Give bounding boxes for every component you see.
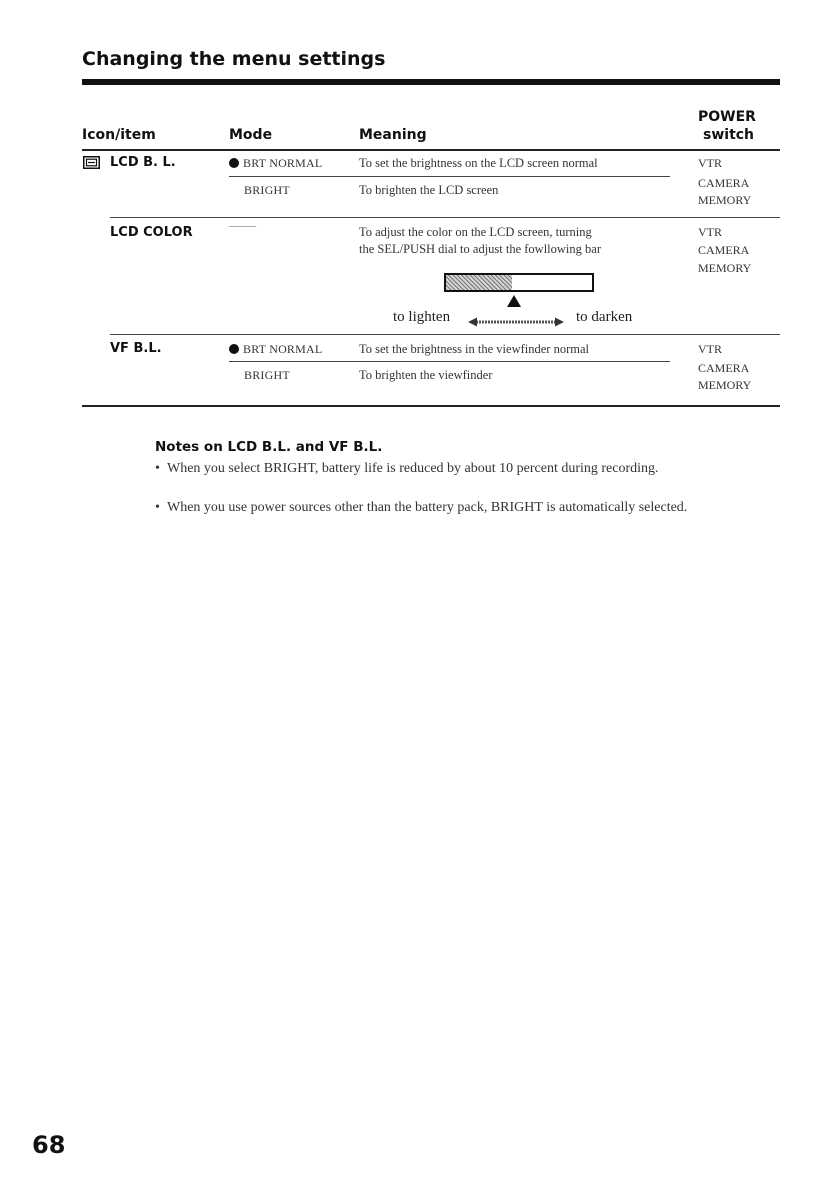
power-vtr: VTR [698, 342, 722, 356]
item-lcd-color: LCD COLOR [110, 225, 193, 240]
meaning-line2: the SEL/PUSH dial to adjust the fowllowing bar [359, 242, 601, 256]
header-switch: switch [703, 127, 755, 143]
bar-pointer-icon [507, 294, 521, 312]
row-inner-rule [229, 176, 670, 177]
lcd-backlight-icon [83, 156, 100, 174]
page-title: Changing the menu settings [82, 48, 386, 70]
note-text: When you select BRIGHT, battery life is reduced by about 10 percent during recording. [167, 461, 659, 476]
power-memory: MEMORY [698, 378, 752, 392]
meaning-alt: To brighten the LCD screen [359, 183, 499, 197]
mode-default-label: BRT NORMAL [243, 156, 323, 170]
note-bullet: • [155, 500, 160, 515]
page-number: 68 [32, 1131, 66, 1159]
row-separator [110, 334, 780, 335]
header-power: POWER [698, 109, 756, 125]
notes-heading: Notes on LCD B.L. and VF B.L. [155, 439, 383, 455]
meaning-alt: To brighten the viewfinder [359, 368, 493, 382]
header-icon-item: Icon/item [82, 127, 156, 143]
meaning-line1: To adjust the color on the LCD screen, turning [359, 225, 592, 239]
mode-alt: BRIGHT [244, 183, 290, 197]
power-memory: MEMORY [698, 193, 752, 207]
mode-default [229, 156, 322, 171]
note-item [155, 459, 755, 479]
power-vtr: VTR [698, 156, 722, 170]
mode-alt: BRIGHT [244, 368, 290, 382]
double-arrow-icon [468, 314, 564, 332]
mode-default [229, 342, 322, 357]
mode-default-label: BRT NORMAL [243, 342, 323, 356]
to-lighten-label: to lighten [393, 309, 451, 325]
item-vf-bl: VF B.L. [110, 341, 162, 356]
power-camera: CAMERA [698, 361, 750, 375]
power-camera: CAMERA [698, 176, 750, 190]
lcd-color-bar-fill [446, 275, 512, 290]
note-bullet: • [155, 461, 160, 476]
title-rule [82, 79, 780, 85]
default-bullet [229, 344, 239, 354]
header-mode: Mode [229, 127, 273, 143]
to-darken-label: to darken [576, 309, 633, 325]
table-bottom-rule [82, 405, 780, 407]
power-memory: MEMORY [698, 261, 752, 275]
meaning-default: To set the brightness on the LCD screen normal [359, 156, 598, 170]
note-item [155, 498, 765, 518]
mode-none: ——— [229, 221, 256, 231]
header-meaning: Meaning [359, 127, 427, 143]
power-camera: CAMERA [698, 243, 750, 257]
meaning-default: To set the brightness in the viewfinder normal [359, 342, 589, 356]
header-rule [82, 149, 780, 151]
lcd-color-bar [444, 273, 594, 292]
row-inner-rule [229, 361, 670, 362]
item-lcd-bl: LCD B. L. [110, 155, 176, 170]
default-bullet [229, 158, 239, 168]
row-separator [110, 217, 780, 218]
power-vtr: VTR [698, 225, 722, 239]
note-text: When you use power sources other than the battery pack, BRIGHT is automatically selected. [167, 500, 688, 515]
